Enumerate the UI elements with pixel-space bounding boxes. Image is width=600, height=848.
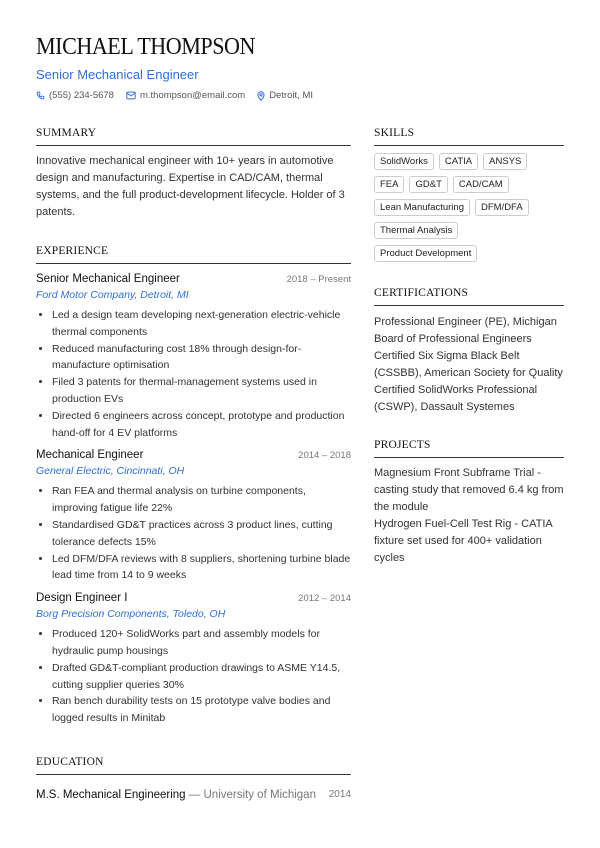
skill-tag: Lean Manufacturing — [374, 199, 470, 216]
certifications-heading: CERTIFICATIONS — [374, 287, 564, 306]
job-title: Senior Mechanical Engineer — [36, 67, 199, 82]
job-role: Mechanical Engineer — [36, 449, 144, 462]
mail-icon — [126, 91, 136, 100]
job-bullets — [36, 626, 351, 727]
experience-heading: EXPERIENCE — [36, 245, 351, 264]
job-bullets — [36, 307, 351, 441]
location-text: Detroit, MI — [269, 90, 313, 101]
degree-name: M.S. Mechanical Engineering — [36, 789, 186, 801]
skill-tag: ANSYS — [483, 153, 527, 170]
certification-item: Professional Engineer (PE), Michigan Board of Professional Engineers — [374, 316, 557, 345]
skill-tag: SolidWorks — [374, 153, 434, 170]
summary-section — [36, 127, 351, 221]
contact-email — [126, 90, 245, 101]
job-entry — [36, 449, 351, 584]
bullet-item: • Led DFM/DFA reviews with 8 suppliers, shortening turbine blade lead time from 14 to 9 weeks — [52, 551, 351, 585]
job-company: Borg Precision Components, Toledo, OH — [36, 608, 226, 621]
skill-tag: Thermal Analysis — [374, 222, 458, 239]
skill-tag: CAD/CAM — [453, 176, 509, 193]
job-bullets — [36, 483, 351, 584]
bullet-item: • Produced 120+ SolidWorks part and assembly models for hydraulic pump housings — [52, 626, 351, 660]
contact-bar — [36, 90, 325, 101]
job-entry — [36, 273, 351, 441]
certification-item: Certified Six Sigma Black Belt (CSSBB), American Society for Quality — [374, 350, 563, 379]
bullet-item: • Directed 6 engineers across concept, prototype and production hand-off for 4 EV platforms — [52, 408, 351, 442]
contact-phone — [36, 90, 114, 101]
skills-list — [374, 153, 564, 268]
skill-tag: Product Development — [374, 245, 477, 262]
education-entry — [36, 789, 351, 801]
email-text: m.thompson@email.com — [139, 90, 246, 101]
bullet-item: • Ran FEA and thermal analysis on turbine components, improving fatigue life 22% — [52, 483, 351, 517]
location-pin-icon — [257, 91, 265, 101]
education-year: 2014 — [328, 789, 351, 800]
job-dates: 2018 – Present — [286, 274, 351, 285]
summary-text: Innovative mechanical engineer with 10+ years in automotive design and manufacturing. Expertise in CAD/CAM, thermal systems, and the full product-development lifecycle. Holder of 3 patents. — [36, 155, 345, 218]
phone-icon — [36, 91, 45, 100]
bullet-item: • Filed 3 patents for thermal-management systems used in production EVs — [52, 374, 351, 408]
job-company: General Electric, Cincinnati, OH — [36, 465, 185, 478]
bullet-item: • Ran bench durability tests on 15 prototype valve bodies and logged results in Minitab — [52, 693, 351, 727]
projects-list — [374, 465, 564, 567]
job-role: Senior Mechanical Engineer — [36, 273, 180, 285]
certifications-section — [374, 287, 564, 416]
education-section — [36, 756, 351, 801]
job-dates: 2014 – 2018 — [298, 450, 351, 462]
summary-heading: SUMMARY — [36, 127, 351, 146]
skill-tag: GD&T — [409, 176, 447, 193]
project-item: Magnesium Front Subframe Trial - casting study that removed 6.4 kg from the module — [374, 467, 564, 513]
education-heading: EDUCATION — [36, 756, 351, 775]
skills-heading: SKILLS — [374, 127, 564, 146]
bullet-item: • Drafted GD&T-compliant production drawings to ASME Y14.5, cutting supplier queries 30% — [52, 660, 351, 694]
job-company: Ford Motor Company, Detroit, MI — [36, 289, 189, 301]
job-entry — [36, 592, 351, 727]
certification-item: Certified SolidWorks Professional (CSWP), Dassault Systemes — [374, 384, 538, 413]
project-item: Hydrogen Fuel-Cell Test Rig - CATIA fixture set used for 400+ validation cycles — [374, 518, 553, 564]
phone-text: (555) 234-5678 — [49, 90, 114, 101]
job-role: Design Engineer I — [36, 592, 128, 605]
experience-section — [36, 245, 351, 727]
skill-tag: CATIA — [439, 153, 478, 170]
school-name: — University of Michigan — [188, 789, 316, 801]
bullet-item: • Standardised GD&T practices across 3 product lines, cutting tolerance defects 15% — [52, 517, 351, 551]
candidate-name: MICHAEL THOMPSON — [36, 34, 255, 60]
projects-section — [374, 439, 564, 567]
bullet-item: • Led a design team developing next-generation electric-vehicle thermal components — [52, 307, 351, 341]
skills-section — [374, 127, 564, 268]
contact-location — [257, 90, 313, 101]
skill-tag: DFM/DFA — [475, 199, 529, 216]
job-dates: 2012 – 2014 — [298, 593, 351, 605]
projects-heading: PROJECTS — [374, 439, 564, 458]
skill-tag: FEA — [374, 176, 404, 193]
certifications-list — [374, 314, 564, 416]
bullet-item: • Reduced manufacturing cost 18% through design-for-manufacture optimisation — [52, 341, 351, 375]
